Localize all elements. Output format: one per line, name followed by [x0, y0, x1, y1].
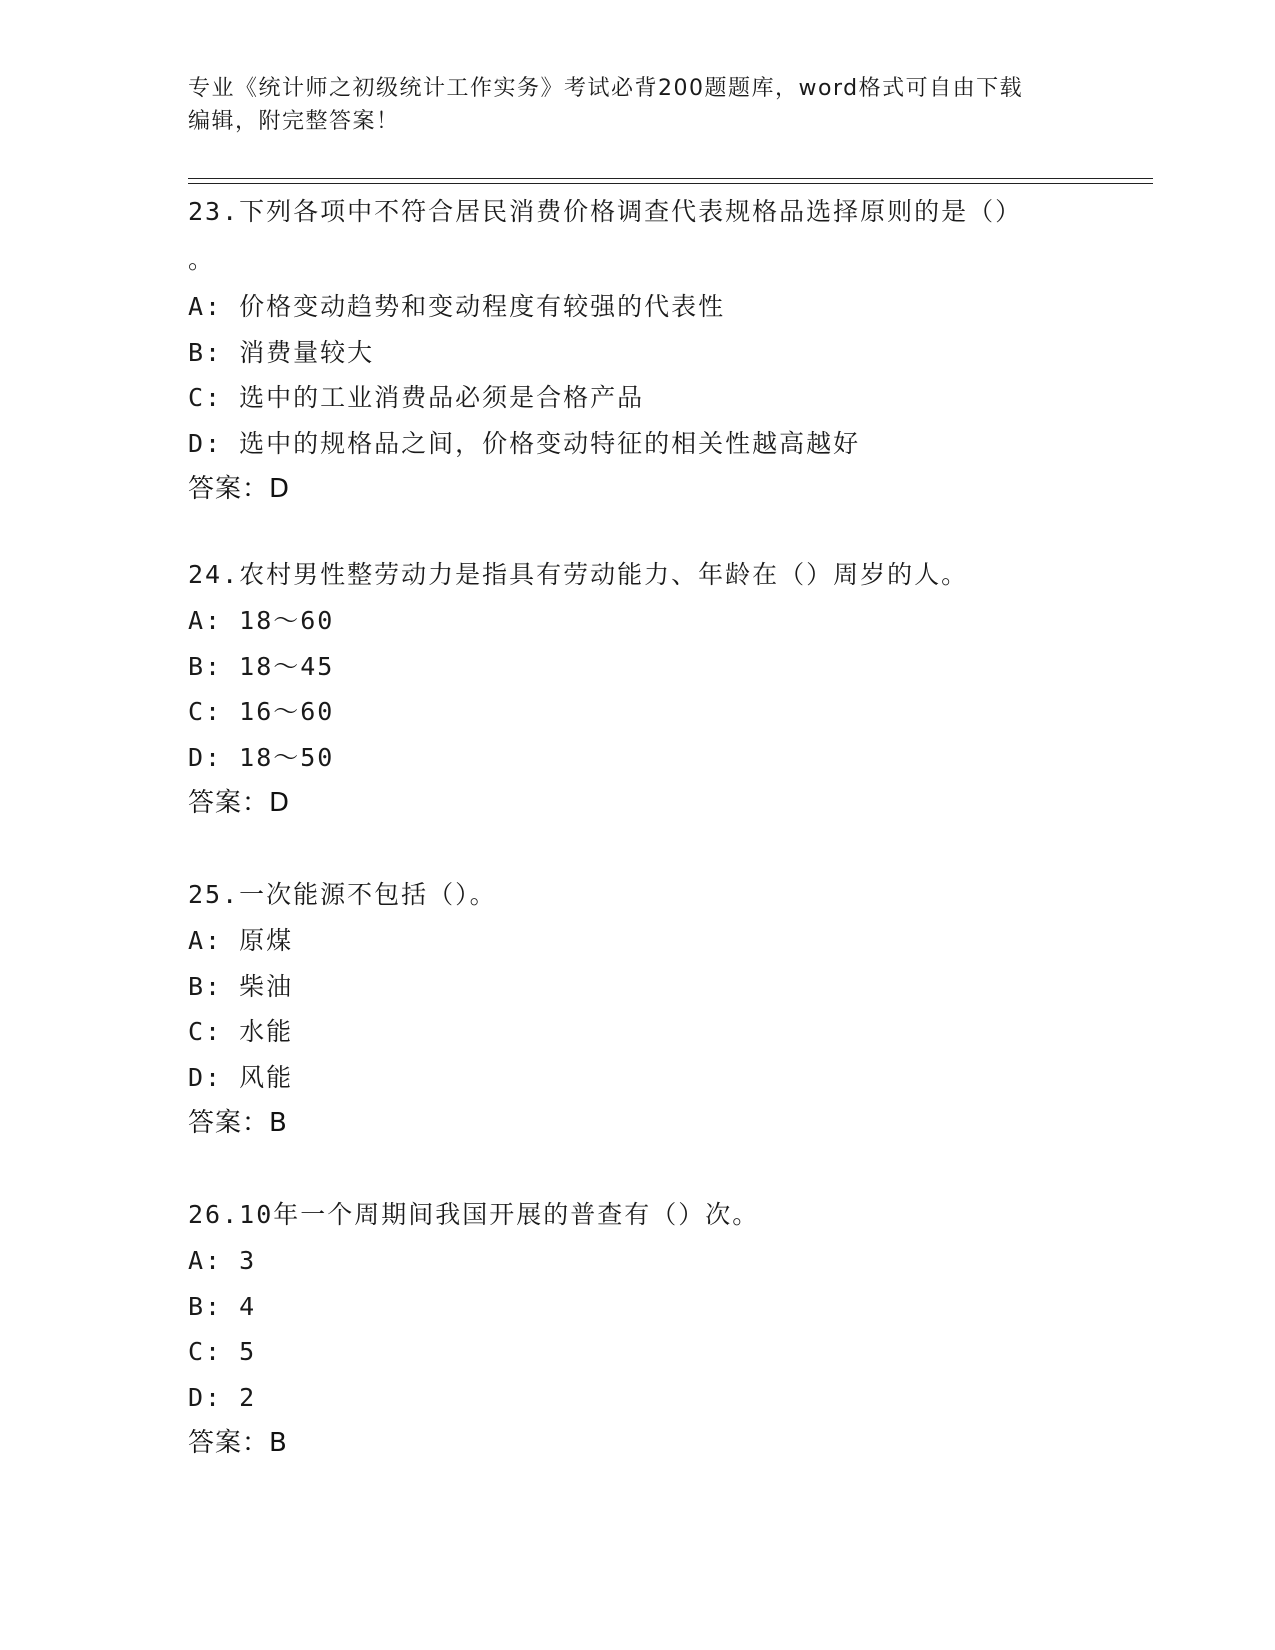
question-stem: 26.10年一个周期间我国开展的普查有（）次。 [188, 1200, 760, 1229]
option-d: D: 18～50 [188, 742, 335, 772]
document-header [188, 72, 1068, 138]
question-23 [188, 188, 1088, 512]
header-line-2: 编辑，附完整答案！ [188, 109, 400, 134]
option-b: B: 18～45 [188, 651, 335, 681]
question-25 [188, 872, 1088, 1146]
option-a: A: 原煤 [188, 926, 294, 955]
question-stem-continuation: 。 [188, 245, 216, 274]
option-a: A: 价格变动趋势和变动程度有较强的代表性 [188, 292, 726, 321]
option-d: D: 选中的规格品之间，价格变动特征的相关性越高越好 [188, 428, 861, 458]
answer: 答案：B [188, 1428, 288, 1458]
option-a: A: 18～60 [188, 606, 335, 635]
question-24 [188, 552, 1088, 826]
header-divider-top [188, 178, 1153, 179]
question-stem: 25.一次能源不包括（）。 [188, 880, 497, 909]
option-a: A: 3 [188, 1246, 257, 1275]
option-d: D: 2 [188, 1382, 257, 1412]
option-c: C: 16～60 [188, 697, 335, 726]
option-b: B: 柴油 [188, 971, 294, 1001]
answer: 答案：D [188, 474, 291, 504]
option-b: B: 4 [188, 1291, 257, 1321]
question-stem: 23.下列各项中不符合居民消费价格调查代表规格品选择原则的是（） [188, 197, 1023, 226]
answer: 答案：B [188, 1108, 288, 1138]
option-c: C: 5 [188, 1337, 257, 1366]
option-d: D: 风能 [188, 1062, 294, 1092]
answer: 答案：D [188, 788, 291, 818]
header-divider-bottom [188, 183, 1153, 184]
question-26 [188, 1192, 1088, 1466]
option-c: C: 水能 [188, 1017, 294, 1046]
option-c: C: 选中的工业消费品必须是合格产品 [188, 383, 645, 412]
question-stem: 24.农村男性整劳动力是指具有劳动能力、年龄在（）周岁的人。 [188, 560, 969, 589]
option-b: B: 消费量较大 [188, 337, 375, 367]
header-line-1: 专业《统计师之初级统计工作实务》考试必背200题题库，word格式可自由下载 [188, 76, 1024, 101]
